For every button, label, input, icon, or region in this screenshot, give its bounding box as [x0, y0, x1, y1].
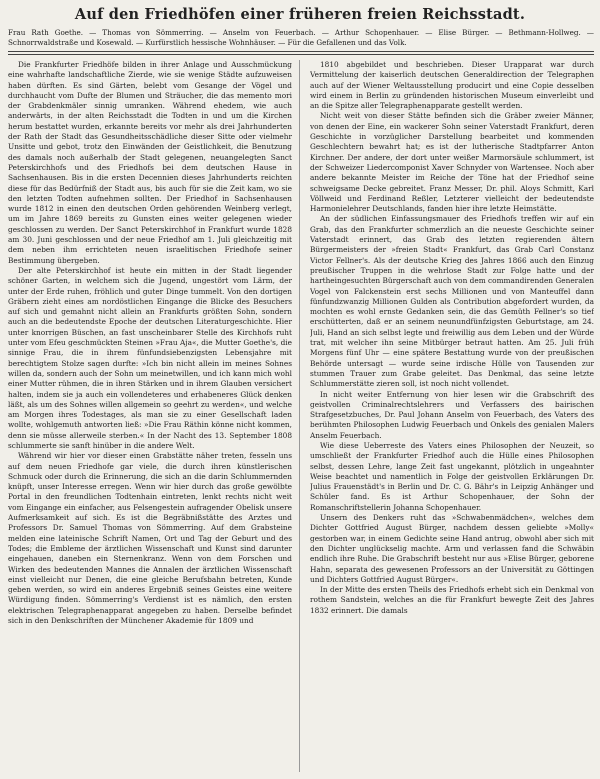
paragraph: Der alte Peterskirchhof ist heute ein mitten in der Stadt liegender schöner Garten, in welchem sich die Jugend, ungestört vom Lärm, der unter der Erde ruhen, fröhlich und guter Dinge tummelt. Von den dortigen Gräbern zieht eines am nordöstlichen Eingange die Blicke des Besuchers auf sich und gemahnt nicht allein an Frankfurts größten Sohn, sondern auch an die bedeutendste Epoche der deutschen Literaturgeschichte. Hier unter knorrigen Büschen, an fast unscheinbarer Stelle des Kirchhofs ruht unter vom Efeu geschmückten Steinen »Frau Aja«, die Mutter Goethe's, die sinnige Frau, die in ihrem fünfundsiebenzigsten Lebensjahre mit berechtigtem Stolze sagen durfte: »Ich bin nicht allein im meines Sohnes willen da, sondern auch der Sohn um meinetwillen, und ich kann mich wohl einer Mutter rühmen, die in ihren Stärken und in ihrem Glauben versichert halten, indem sie ja auch ein vollendeteres und erhabeneres Glück denken läßt, als um des Sohnes willen allgemein so geehrt zu werden«, und welche am Morgen ihres Todestages, als man sie zu einer Gesellschaft laden wollte, wohlgemuth antworten ließ: »Die Frau Räthin könne nicht kommen, denn sie müsse allerweile sterben.« In der Nacht des 13. September 1808 schlummerte sie sanft hinüber in die andere Welt.: [8, 265, 292, 450]
paragraph: Nicht weit von dieser Stätte befinden sich die Gräber zweier Männer, von denen der Eine, ein wackerer Sohn seiner Vaterstadt Frankfurt, deren Geschichte in vorzüglicher Darstellung bearbeitet und kommenden Geschlechtern bewahrt hat; es ist der lutherische Stadtpfarrer Anton Kirchner. Der andere, der dort unter weißer Marmorsäule schlummert, ist der Schweizer Liedercomponist Xaver Schnyder von Wartensee. Noch aber andere bekannte Meister im Reiche der Töne hat der Friedhof seine schweigsame Decke gebreitet. Franz Messer, Dr. phil. Aloys Schmitt, Karl Völlweid und Ferdinand Reßler, Letzterer vielleicht der bedeutendste Harmonielehrer Deutschlands, fanden hier ihre letzte Heimstätte.: [310, 111, 594, 214]
article-subtitle: Frau Rath Goethe. — Thomas von Sömmerring. — Anselm von Feuerbach. — Arthur Schopenhauer. — Elise Bürger. — Bethmann-Hollweg. — Schnorrwaldstraße und Kosewald. — Kurfürstlich hessische Wohnhäuser. — Für die Gefallenen und das Volk.: [8, 28, 594, 47]
article-title: Auf den Friedhöfen einer früheren freien Reichsstadt.: [74, 6, 526, 23]
paragraph: 1810 abgebildet und beschrieben. Dieser Urapparat war durch Vermittelung der kaiserlich deutschen Generaldirection der Telegraphen auch auf der Wiener Weltausstellung producirt und eine Copie desselben wird einem in Berlin zu gründenden historischen Museum einverleibt und an die Spitze aller Telegraphenapparate gestellt werden.: [310, 60, 594, 111]
paragraph: Die Frankfurter Friedhöfe bilden in ihrer Anlage und Ausschmückung eine wahrhafte landschaftliche Zierde, wie sie wenige Städte aufzuweisen haben dürften. Es sind Gärten, belebt vom Gesange der Vögel und durchhaucht vom Dufte der Blumen und Sträucher, die das memento mori der Grabdenkmäler sinnig umranken. Während ehedem, wie auch anderwärts, in der alten Reichsstadt die Todten in und um die Kirchen herum bestattet wurden, erkannte bereits vor mehr als drei Jahrhunderten der Rath der Stadt das Gesundheitsschädliche dieser Sitte oder vielmehr Unsitte und gebot, trotz den Einwänden der Geistlichkeit, die Benutzung des damals noch außerhalb der Stadt gelegenen, neuangelegten Sanct Peterskirchhofs und des Friedhofs bei dem deutschen Hause in Sachsenhausen. Bis in die ersten Decennien dieses Jahrhunderts reichten diese für das Bedürfniß der Stadt aus, bis auch für sie die Zeit kam, wo sie den letzten Todten aufnehmen sollten. Der Friedhof in Sachsenhausen wurde 1812 in einen den deutschen Orden gehörenden Weinberg verlegt, um im Jahre 1869 bereits zu Gunsten eines weiter gelegenen wieder geschlossen zu werden. Der Sanct Peterskirchhof in Frankfurt wurde 1828 am 30. Juni geschlossen und der neue Friedhof am 1. Juli gleichzeitig mit dem neben ihm errichteten neuen israelitischen Friedhofe seiner Bestimmung übergeben.: [8, 60, 292, 265]
paragraph: In der Mitte des ersten Theils des Friedhofs erhebt sich ein Denkmal von rothem Sandstein, welches an die für Frankfurt bewegte Zeit des Jahres 1832 erinnert. Die damals: [310, 585, 594, 615]
paragraph: Während wir hier vor dieser einen Grabstätte näher treten, fesseln uns auf dem neuen Friedhofe gar viele, die durch ihren künstlerischen Schmuck oder durch die Erinnerung, die sich an die darin Schlummernden knüpft, unser Interesse erregen. Wenn wir hier durch das große gewölbte Portal in den freundlichen Todtenhain eintreten, lenkt rechts nicht weit vom Eingange ein einfacher, aus Felsengestein aufragender Obelisk unsere Aufmerksamkeit auf sich. Es ist die Begräbnißstätte des Arztes und Professors Dr. Samuel Thomas von Sömmerring. Auf dem Grabsteine melden eine lateinische Schrift Namen, Ort und Tag der Geburt und des Todes; die Embleme der ärztlichen Wissenschaft und Kunst sind darunter eingehauen, daneben ein Sternenkranz. Wenn von dem Forschen und Wirken des bedeutenden Mannes die Annalen der ärztlichen Wissenschaft einst vielleicht nur Denen, die eine gleiche Berufsbahn betreten, Kunde geben werden, so wird ein anderes Ergebniß seines Geistes eine weitere Würdigung finden. Sömmerring's Verdienst ist es nämlich, den ersten elektrischen Telegraphenapparat angegeben zu haben. Derselbe befindet sich in den Denkschriften der Münchener Akademie für 1809 und: [8, 451, 292, 626]
paragraph: An der südlichen Einfassungsmauer des Friedhofs treffen wir auf ein Grab, das den Frankfurter schmerzlich an die neueste Geschichte seiner Vaterstadt erinnert, das Grab des letzten regierenden ältern Bürgermeisters der »freien Stadt« Frankfurt, das Grab Carl Constanz Victor Fellner's. Als der deutsche Krieg des Jahres 1866 auch den Einzug preußischer Truppen in die wehrlose Stadt zur Folge hatte und der hartheingesuchten Bürgerschaft auch von dem commandirenden Generalen Vogel von Falckenstein erst sechs Millionen und von Manteuffel dann fünfundzwanzig Millionen Gulden als Contribution abgefordert wurden, da mochten es wohl ernste Gedanken sein, die das Gemüth Fellner's so tief erschütterten, daß er an seinem neunundfünfzigsten Geburtstage, am 24. Juli, Hand an sich selbst legte und freiwillig aus dem Leben und der Würde trat, mit welcher ihn seine Mitbürger betraut hatten. Am 25. Juli früh Morgens fünf Uhr — eine spätere Bestattung wurde von der preußischen Behörde untersagt — wurde seine irdische Hülle von Tausenden zur stummen Trauer zum Grabe geleitet. Das Denkmal, das seine letzte Schlummerstätte zieren soll, ist noch nicht vollendet.: [310, 214, 594, 389]
paragraph: In nicht weiter Entfernung von hier lesen wir die Grabschrift des geistvollen Criminalrechtslehrers und Verfassers des bairischen Strafgesetzbuches, Dr. Paul Johann Anselm von Feuerbach, des Vaters des berühmten Philosophen Ludwig Feuerbach und Onkels des genialen Malers Anselm Feuerbach.: [310, 389, 594, 440]
left-column: [8, 60, 292, 772]
right-column: [310, 60, 594, 772]
header-rule-thin: [8, 54, 594, 55]
paragraph: Unsern des Denkers ruht das »Schwabenmädchen«, welches dem Dichter Gottfried August Bürger, nachdem dessen geliebte »Molly« gestorben war, in einem Gedichte seine Hand antrug, obwohl aber sich mit den Dichter unglückselig machte. Arm und verlassen fand die Schwäbin endlich ihre Ruhe. Die Grabschrift besteht nur aus »Elise Bürger, geborene Hahn, separata des gewesenen Professors an der Universität zu Göttingen und Dichters Gottfried August Bürger«.: [310, 513, 594, 584]
paragraph: Wie diese Ueberreste des Vaters eines Philosophen der Neuzeit, so umschließt der Frankfurter Friedhof auch die Hülle eines Philosophen selbst, dessen Lehre, lange Zeit fast ungekannt, plötzlich in ungeahnter Weise beachtet und namentlich in Folge der geistvollen Erklärungen Dr. Julius Frauenstädt's in Berlin und Dr. C. G. Bähr's in Leipzig Anhänger und Schüler fand. Es ist Arthur Schopenhauer, der Sohn der Romanschriftstellerin Johanna Schopenhauer.: [310, 440, 594, 512]
column-divider: [299, 60, 300, 772]
header-rule: [8, 51, 594, 52]
